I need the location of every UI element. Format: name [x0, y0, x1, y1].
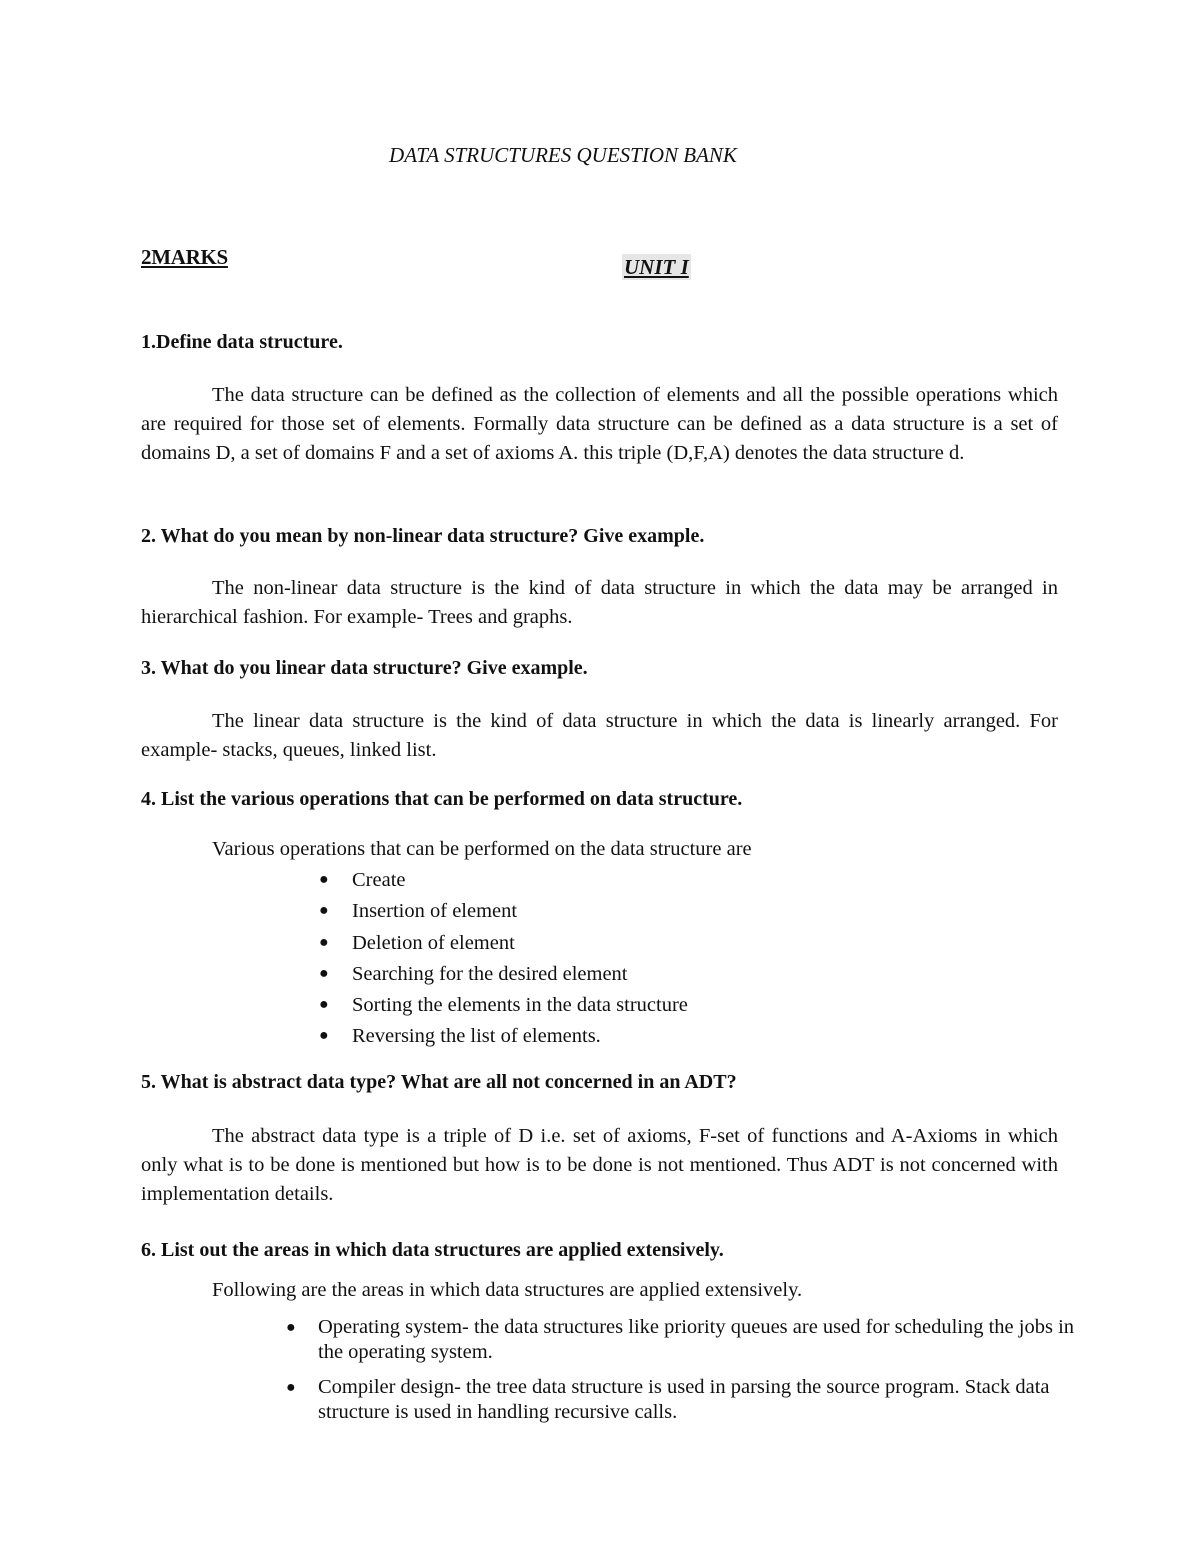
bullet-icon: ● [286, 1379, 296, 1396]
list-item-text: Deletion of element [352, 931, 515, 954]
question-6-heading: 6. List out the areas in which data structures are applied extensively. [141, 1239, 724, 1261]
question-2-heading: 2. What do you mean by non-linear data structure? Give example. [141, 525, 705, 547]
list-item-text: Reversing the list of elements. [352, 1025, 601, 1048]
question-2-answer: The non-linear data structure is the kind of data structure in which the data may be arranged in hierarchical fashion. For example- Trees and graphs. [141, 577, 1058, 628]
question-3-heading: 3. What do you linear data structure? Give example. [141, 657, 588, 679]
bullet-icon: ● [319, 964, 329, 982]
question-6-lead: Following are the areas in which data structures are applied extensively. [212, 1279, 803, 1301]
document-title: DATA STRUCTURES QUESTION BANK [389, 143, 737, 167]
question-3-answer: The linear data structure is the kind of data structure in which the data is linearly arranged. For example- stacks, queues, linked list. [141, 710, 1058, 761]
list-item-text: Compiler design- the tree data structure is used in parsing the source program. Stack data structure is used in handling recursive calls. [318, 1376, 1050, 1423]
unit-heading: UNIT I [624, 255, 689, 279]
list-item [286, 1375, 1076, 1425]
question-5-heading: 5. What is abstract data type? What are all not concerned in an ADT? [141, 1071, 737, 1093]
bullet-icon: ● [319, 933, 329, 951]
list-item-text: Insertion of element [352, 900, 518, 923]
list-item-text: Sorting the elements in the data structure [352, 994, 688, 1017]
question-1-heading: 1.Define data structure. [141, 331, 343, 353]
bullet-icon: ● [319, 1027, 329, 1045]
list-item-text: Create [352, 869, 406, 891]
bullet-icon: ● [319, 902, 329, 920]
applications-list [286, 1315, 1076, 1435]
bullet-icon: ● [319, 996, 329, 1014]
bullet-icon: ● [286, 1319, 296, 1336]
question-5-answer: The abstract data type is a triple of D i.e. set of axioms, F-set of functions and A-Axioms in which only what is to be done is mentioned but how is to be done is not mentioned. Thus ADT is not concerned with implementation details. [141, 1125, 1058, 1205]
question-1-answer: The data structure can be defined as the collection of elements and all the possible operations which are required for those set of elements. Formally data structure can be defined as a data structure is a set of domains D, a set of domains F and a set of axioms A. this triple (D,F,A) denotes the data structure d. [141, 384, 1058, 464]
bullet-icon: ● [319, 871, 329, 888]
question-4-lead: Various operations that can be performed on the data structure are [212, 838, 752, 860]
marks-heading: 2MARKS [141, 245, 228, 269]
list-item [286, 1315, 1076, 1365]
list-item-text: Searching for the desired element [352, 962, 628, 985]
list-item-text: Operating system- the data structures like priority queues are used for scheduling the jobs in the operating system. [318, 1316, 1075, 1363]
question-4-heading: 4. List the various operations that can be performed on data structure. [141, 788, 743, 810]
